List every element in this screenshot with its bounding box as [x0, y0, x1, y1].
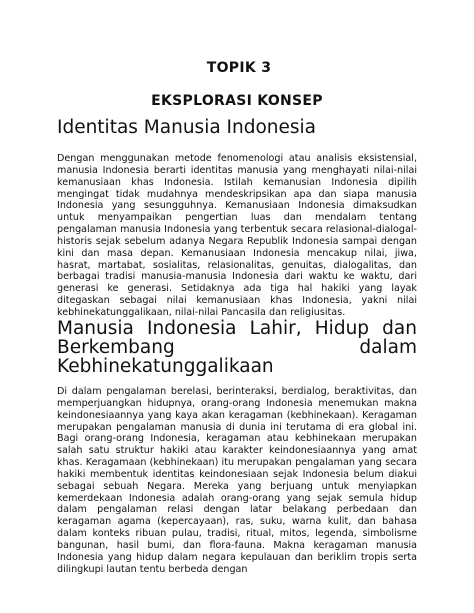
topic-number: TOPIK 3: [206, 60, 272, 76]
section2-heading: Manusia Indonesia Lahir, Hidup dan Berkembang dalam Kebhinekatunggalikaan: [57, 318, 417, 377]
section1-paragraph: Dengan menggunakan metode fenomenologi atau analisis eksistensial, manusia Indonesia berarti identitas manusia yang menghayati nilai-nilai kemanusiaan khas Indonesia. Istilah kemanusian Indonesia dipilih mengingat tidak mudahnya mendeskripsikan apa dan siapa manusia Indonesia yang sesungguhnya. Kemanusiaan Indonesia dimaksudkan untuk menyampaikan pengertian luas dan mendalam tentang pengalaman manusia Indonesia yang terbentuk secara relasional-dialogal-historis sejak sebelum adanya Negara Republik Indonesia sampai dengan kini dan masa depan. Kemanusiaan Indonesia mencakup nilai, jiwa, hasrat, martabat, sosialitas, relasionalitas, genuitas, dialogalitas, dan berbagai tradisi manusia-manusia Indonesia dari waktu ke waktu, dari generasi ke generasi. Setidaknya ada tiga hal hakiki yang layak ditegaskan sebagai nilai kemanusiaan khas Indonesia, yakni nilai kebhinekatunggalikaan, nilai-nilai Pancasila dan religiusitas.: [57, 153, 417, 318]
topic-title: EKSPLORASI KONSEP: [151, 93, 323, 109]
section1-heading: Identitas Manusia Indonesia: [57, 117, 317, 138]
section2-paragraph: Di dalam pengalaman berelasi, berinteraksi, berdialog, beraktivitas, dan memperjuangkan hidupnya, orang-orang Indonesia menemukan makna keindonesiaannya yang kaya akan keragaman (kebhinekaan). Keragaman merupakan pengalaman manusia di dunia ini terutama di era global ini. Bagi orang-orang Indonesia, keragaman atau kebhinekaan merupakan salah satu struktur hakiki atau karakter keindonesiaannya yang amat khas. Keragamaan (kebhinekaan) itu merupakan pengalaman yang secara hakiki membentuk identitas keindonesiaan sejak Indonesia belum diakui sebagai sebuah Negara. Mereka yang berjuang untuk menyiapkan kemerdekaan Indonesia adalah orang-orang yang sejak semula hidup dalam pengalaman relasi dengan latar belakang perbedaan dan keragaman agama (kepercayaan), ras, suku, warna kulit, dan bahasa dalam konteks ribuan pulau, tradisi, ritual, mitos, legenda, simbolisme bangunan, hasil bumi, dan flora-fauna. Makna keragaman manusia Indonesia yang hidup dalam negara kepulauan dan beriklim tropis serta dilingkupi lautan tentu berbeda dengan: [57, 386, 417, 575]
